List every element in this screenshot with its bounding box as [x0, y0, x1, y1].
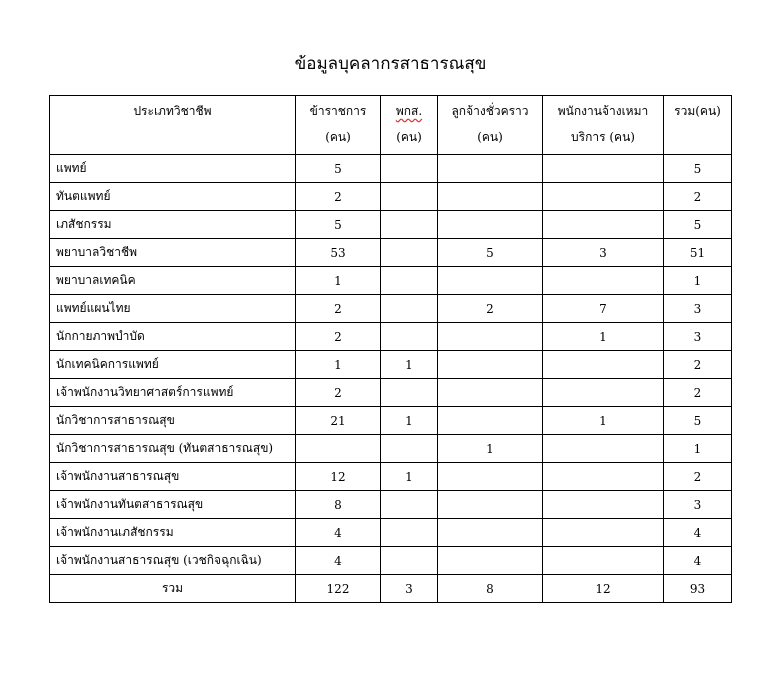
civil-servant-cell: 12	[296, 463, 381, 491]
total-cell: 93	[664, 575, 732, 603]
profession-cell: รวม	[50, 575, 296, 603]
table-row	[50, 239, 732, 267]
temp-employee-cell	[438, 463, 543, 491]
civil-servant-cell: 5	[296, 211, 381, 239]
header-row	[50, 96, 732, 155]
service-employee-cell	[543, 547, 664, 575]
service-employee-cell	[543, 379, 664, 407]
civil-servant-cell: 8	[296, 491, 381, 519]
service-employee-cell: 7	[543, 295, 664, 323]
total-cell: 5	[664, 407, 732, 435]
profession-cell: เจ้าพนักงานสาธารณสุข (เวชกิจฉุกเฉิน)	[50, 547, 296, 575]
phk-cell	[381, 519, 438, 547]
civil-servant-cell: 122	[296, 575, 381, 603]
service-employee-cell	[543, 183, 664, 211]
total-cell: 1	[664, 435, 732, 463]
total-cell: 4	[664, 547, 732, 575]
service-employee-cell	[543, 267, 664, 295]
profession-cell: พยาบาลวิชาชีพ	[50, 239, 296, 267]
title-text: ข้อมูลบุคลากรสาธารณสุข	[294, 54, 487, 74]
profession-cell: ทันตแพทย์	[50, 183, 296, 211]
temp-employee-cell	[438, 267, 543, 295]
phk-cell: 1	[381, 351, 438, 379]
profession-cell: นักวิชาการสาธารณสุข (ทันตสาธารณสุข)	[50, 435, 296, 463]
service-employee-cell	[543, 491, 664, 519]
temp-employee-cell	[438, 351, 543, 379]
profession-cell: นักเทคนิคการแพทย์	[50, 351, 296, 379]
profession-cell: เจ้าพนักงานเภสัชกรรม	[50, 519, 296, 547]
profession-cell: เภสัชกรรม	[50, 211, 296, 239]
personnel-table	[49, 95, 732, 603]
civil-servant-cell: 2	[296, 295, 381, 323]
temp-employee-cell	[438, 547, 543, 575]
temp-employee-cell: 8	[438, 575, 543, 603]
table-row	[50, 379, 732, 407]
temp-employee-cell	[438, 379, 543, 407]
civil-servant-cell: 5	[296, 155, 381, 183]
phk-cell	[381, 211, 438, 239]
total-cell: 1	[664, 267, 732, 295]
table-row	[50, 295, 732, 323]
total-cell: 5	[664, 155, 732, 183]
civil-servant-cell: 21	[296, 407, 381, 435]
profession-cell: นักกายภาพบำบัด	[50, 323, 296, 351]
total-row	[50, 575, 732, 603]
civil-servant-cell: 2	[296, 323, 381, 351]
temp-employee-cell	[438, 491, 543, 519]
total-cell: 3	[664, 295, 732, 323]
table-row	[50, 351, 732, 379]
service-employee-cell: 1	[543, 323, 664, 351]
table-row	[50, 323, 732, 351]
civil-servant-cell: 4	[296, 547, 381, 575]
temp-employee-cell: 1	[438, 435, 543, 463]
table-row	[50, 407, 732, 435]
total-cell: 2	[664, 379, 732, 407]
service-employee-cell	[543, 351, 664, 379]
service-employee-cell	[543, 155, 664, 183]
table-row	[50, 267, 732, 295]
phk-cell	[381, 267, 438, 295]
header-total: รวม(คน)	[664, 96, 732, 155]
total-cell: 2	[664, 183, 732, 211]
civil-servant-cell: 1	[296, 351, 381, 379]
service-employee-cell	[543, 519, 664, 547]
temp-employee-cell	[438, 183, 543, 211]
phk-cell: 1	[381, 463, 438, 491]
phk-cell: 1	[381, 407, 438, 435]
total-cell: 2	[664, 351, 732, 379]
phk-cell	[381, 323, 438, 351]
total-cell: 3	[664, 491, 732, 519]
temp-employee-cell: 2	[438, 295, 543, 323]
table-body	[50, 155, 732, 603]
civil-servant-cell: 2	[296, 183, 381, 211]
phk-cell	[381, 239, 438, 267]
phk-cell	[381, 183, 438, 211]
table-row	[50, 519, 732, 547]
service-employee-cell: 3	[543, 239, 664, 267]
service-employee-cell	[543, 211, 664, 239]
profession-cell: เจ้าพนักงานทันตสาธารณสุข	[50, 491, 296, 519]
profession-cell: พยาบาลเทคนิค	[50, 267, 296, 295]
total-cell: 51	[664, 239, 732, 267]
temp-employee-cell	[438, 407, 543, 435]
table-row	[50, 547, 732, 575]
header-temp-employee: ลูกจ้างชั่วคราว (คน)	[438, 96, 543, 155]
civil-servant-cell	[296, 435, 381, 463]
civil-servant-cell: 4	[296, 519, 381, 547]
phk-cell	[381, 155, 438, 183]
table-row	[50, 491, 732, 519]
profession-cell: นักวิชาการสาธารณสุข	[50, 407, 296, 435]
temp-employee-cell	[438, 155, 543, 183]
total-cell: 3	[664, 323, 732, 351]
service-employee-cell	[543, 435, 664, 463]
table-row	[50, 155, 732, 183]
service-employee-cell	[543, 463, 664, 491]
civil-servant-cell: 2	[296, 379, 381, 407]
header-civil-servant: ข้าราชการ (คน)	[296, 96, 381, 155]
temp-employee-cell	[438, 519, 543, 547]
profession-cell: แพทย์	[50, 155, 296, 183]
service-employee-cell: 12	[543, 575, 664, 603]
temp-employee-cell: 5	[438, 239, 543, 267]
temp-employee-cell	[438, 323, 543, 351]
phk-cell	[381, 435, 438, 463]
profession-cell: แพทย์แผนไทย	[50, 295, 296, 323]
total-cell: 2	[664, 463, 732, 491]
page-title	[0, 50, 781, 77]
civil-servant-cell: 1	[296, 267, 381, 295]
header-phk: พกส. (คน)	[381, 96, 438, 155]
table-row	[50, 463, 732, 491]
civil-servant-cell: 53	[296, 239, 381, 267]
total-cell: 4	[664, 519, 732, 547]
phk-cell: 3	[381, 575, 438, 603]
temp-employee-cell	[438, 211, 543, 239]
phk-cell	[381, 547, 438, 575]
profession-cell: เจ้าพนักงานสาธารณสุข	[50, 463, 296, 491]
total-cell: 5	[664, 211, 732, 239]
table-row	[50, 211, 732, 239]
header-service-employee: พนักงานจ้างเหมา บริการ (คน)	[543, 96, 664, 155]
phk-cell	[381, 379, 438, 407]
service-employee-cell: 1	[543, 407, 664, 435]
profession-cell: เจ้าพนักงานวิทยาศาสตร์การแพทย์	[50, 379, 296, 407]
phk-cell	[381, 295, 438, 323]
phk-cell	[381, 491, 438, 519]
table-row	[50, 183, 732, 211]
table-row	[50, 435, 732, 463]
header-profession: ประเภทวิชาชีพ	[50, 96, 296, 155]
